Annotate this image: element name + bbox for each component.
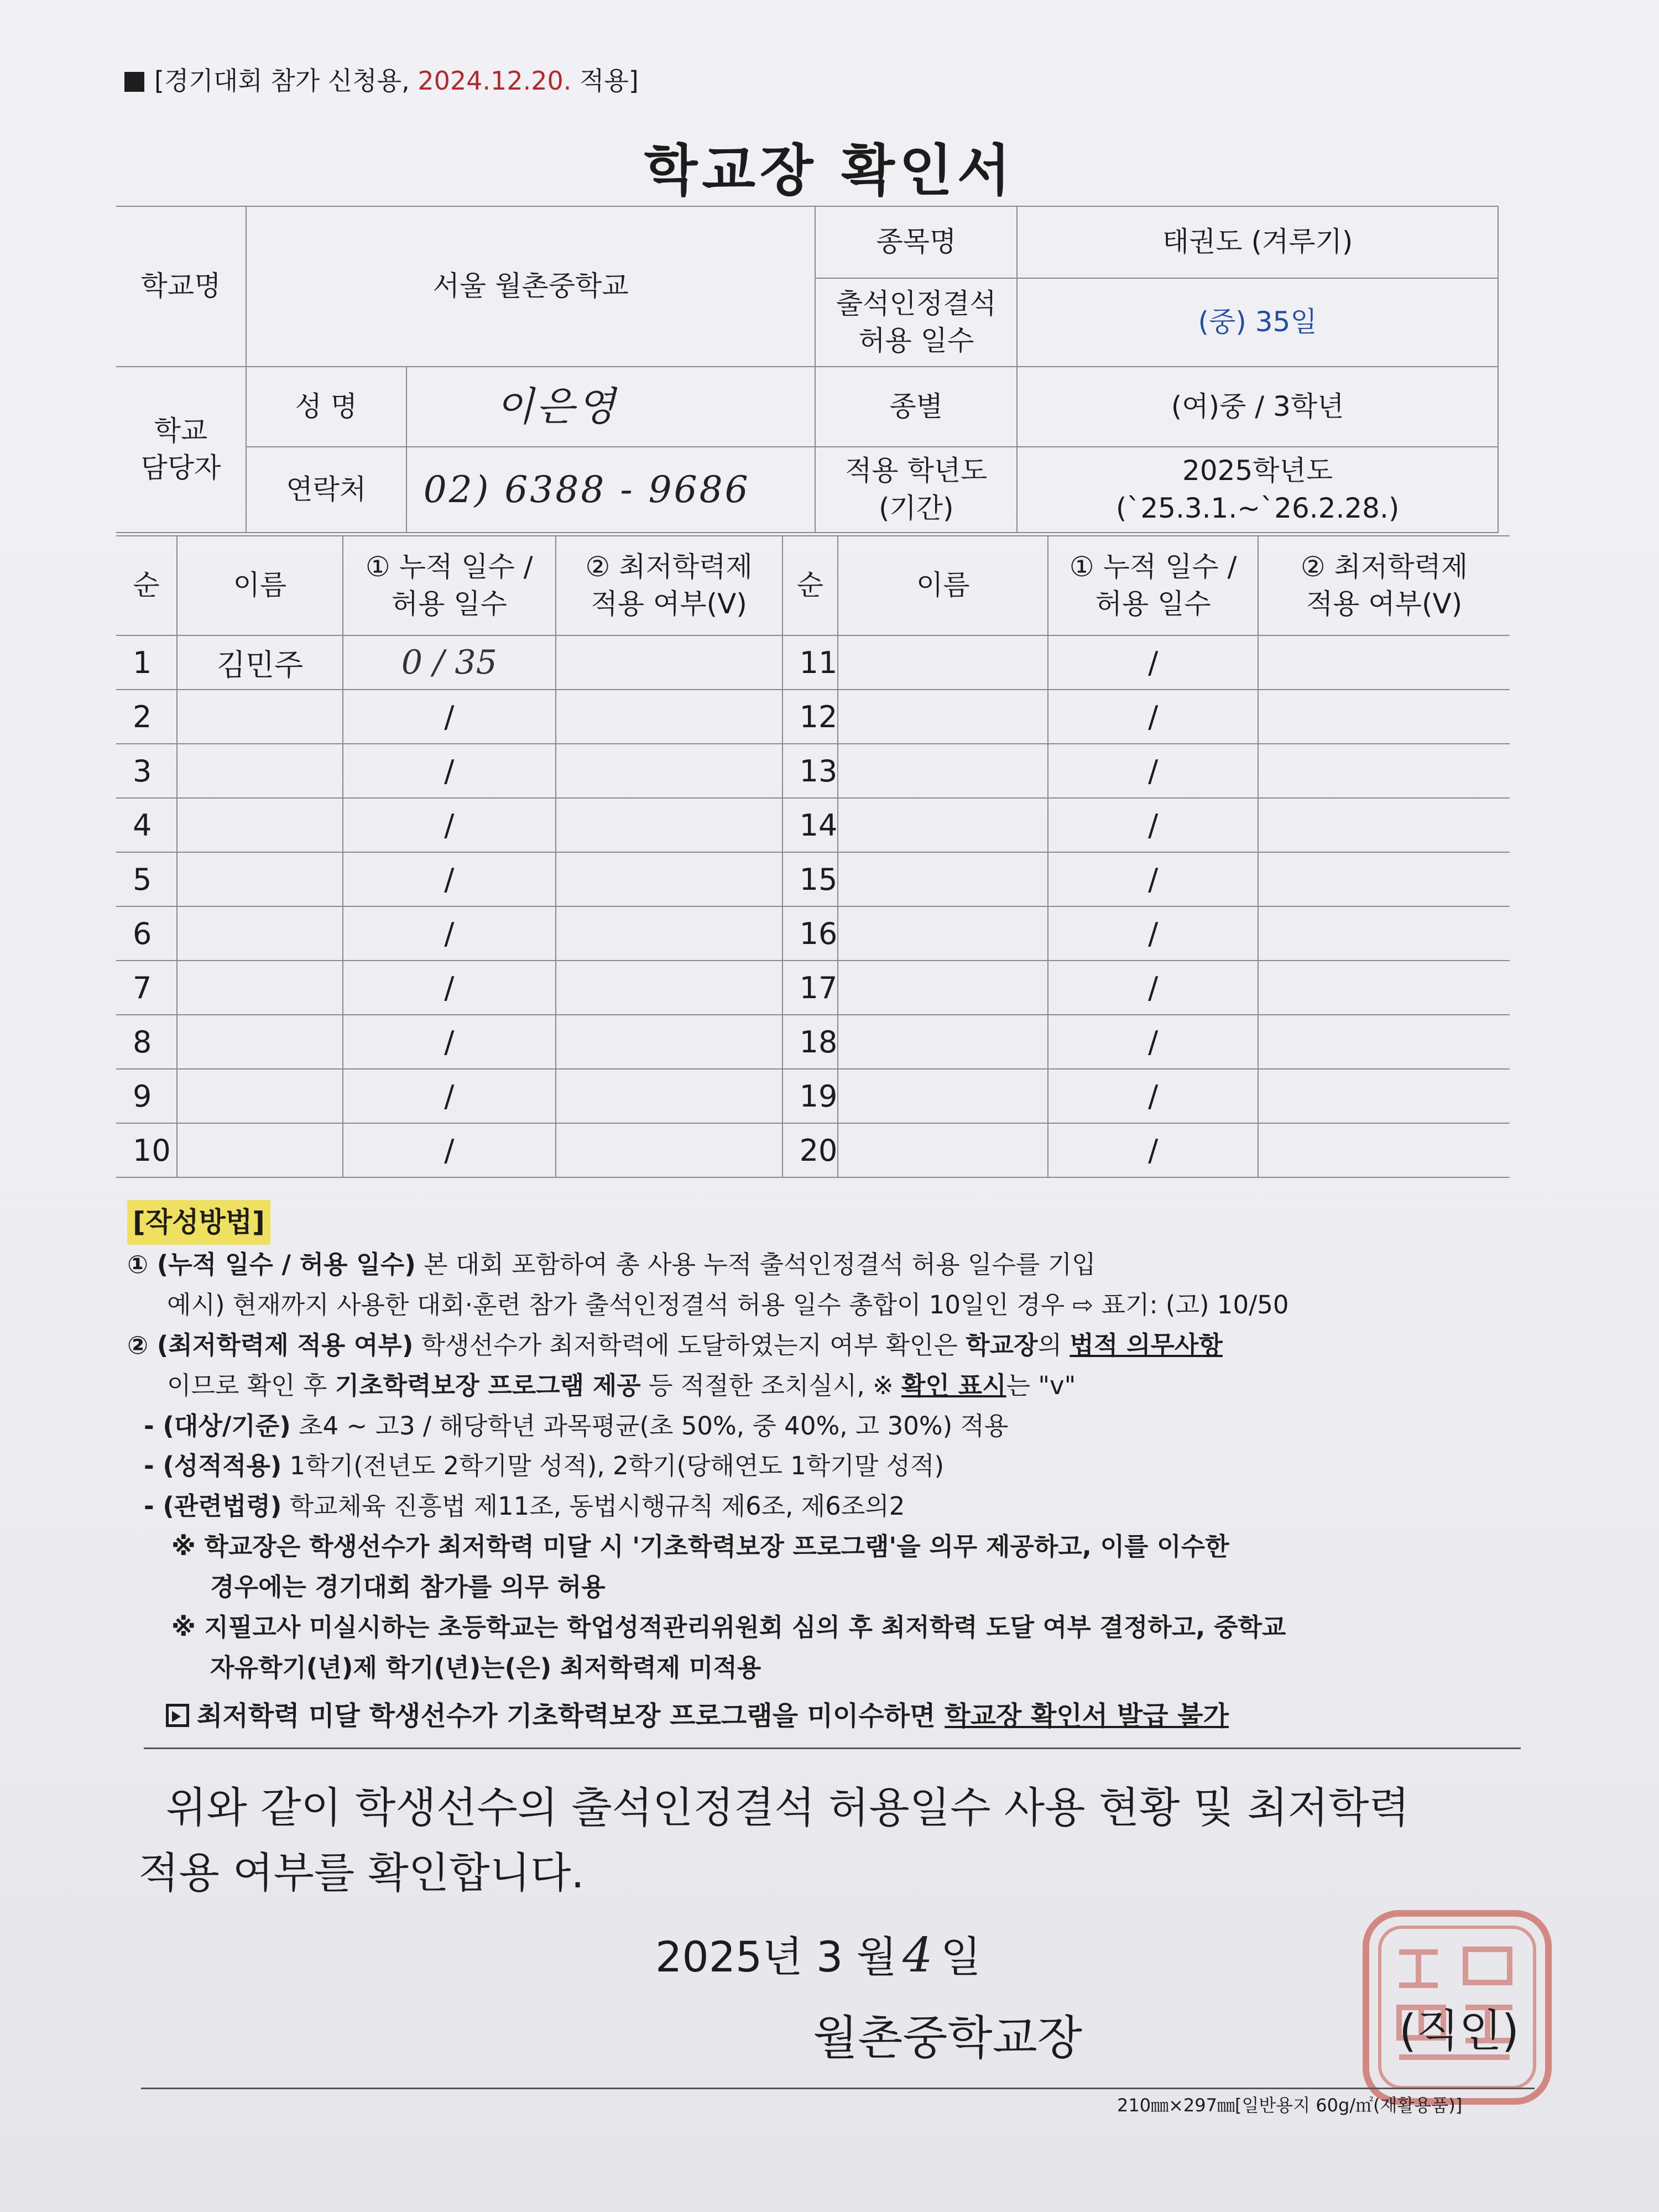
- row-days: /: [1048, 690, 1258, 744]
- instruction-line: ※ 지필고사 미실시하는 초등학교는 학업성적관리위원회 심의 후 최저학력 도달 여부 결정하고, 중학교: [171, 1613, 1286, 1642]
- row-number: 16: [782, 906, 838, 961]
- days-value: (중) 35일: [1017, 278, 1498, 367]
- col-name-right: 이름: [838, 536, 1048, 635]
- row-number: 3: [116, 744, 177, 798]
- bottom-divider: [141, 2088, 1535, 2089]
- table-row: [116, 1069, 1510, 1123]
- row-min-check: [1258, 1069, 1510, 1123]
- row-number: 7: [116, 961, 177, 1015]
- instruction-warning: 최저학력 미달 학생선수가 기초학력보장 프로그램을 미이수하면 학교장 확인서 발급 불가: [127, 1695, 1543, 1738]
- instruction-line: - (관련법령) 학교체육 진흥법 제11조, 동법시행규칙 제6조, 제6조의2: [144, 1491, 905, 1521]
- instruction-line: 이므로 확인 후 기초학력보장 프로그램 제공 등 적절한 조치실시, ※ 확인 표시는 "v": [167, 1370, 1076, 1400]
- row-days: /: [1048, 906, 1258, 961]
- square-bullet-icon: [124, 72, 144, 92]
- year-value: 2025학년도 (`25.3.1.~`26.2.28.): [1017, 447, 1498, 533]
- roster-table: [116, 535, 1510, 1178]
- table-row: [116, 1015, 1510, 1069]
- row-days: /: [1048, 635, 1258, 690]
- col-num-left: 순: [116, 536, 177, 635]
- row-days: /: [343, 690, 556, 744]
- confirm-line: 적용 여부를 확인합니다.: [138, 1848, 585, 1897]
- row-number: 6: [116, 906, 177, 961]
- table-row: [116, 961, 1510, 1015]
- row-number: 20: [782, 1123, 838, 1177]
- row-name: [838, 852, 1048, 906]
- row-name: [177, 852, 343, 906]
- row-days: /: [343, 1069, 556, 1123]
- row-min-check: [556, 906, 782, 961]
- row-number: 13: [782, 744, 838, 798]
- seal-label: (직인): [1399, 2005, 1519, 2057]
- instructions: [127, 1200, 1543, 1738]
- row-number: 18: [782, 1015, 838, 1069]
- row-min-check: [1258, 1123, 1510, 1177]
- row-name: [838, 1123, 1048, 1177]
- instruction-line: ※ 학교장은 학생선수가 최저학력 미달 시 '기초학력보장 프로그램'을 의무 제공하고, 이를 이수한: [171, 1532, 1229, 1562]
- row-name: [177, 744, 343, 798]
- instructions-heading: [작성방법]: [127, 1200, 270, 1245]
- row-min-check: [556, 1123, 782, 1177]
- paper-spec-footer: 210㎜×297㎜[일반용지 60g/㎡(재활용품)]: [1117, 2095, 1463, 2116]
- table-row: [116, 744, 1510, 798]
- row-days: /: [1048, 798, 1258, 852]
- col-num-right: 순: [782, 536, 838, 635]
- row-name: [838, 798, 1048, 852]
- school-value: 서울 월촌중학교: [246, 206, 816, 367]
- event-label: 종목명: [815, 206, 1017, 278]
- category-value: (여)중 / 3학년: [1017, 367, 1498, 447]
- row-number: 8: [116, 1015, 177, 1069]
- days-label: 출석인정결석 허용 일수: [815, 278, 1017, 367]
- name-label: 성 명: [246, 367, 406, 447]
- row-min-check: [1258, 852, 1510, 906]
- header-date: 2024.12.20.: [418, 66, 572, 96]
- table-row: [116, 690, 1510, 744]
- row-name: [838, 635, 1048, 690]
- row-days: /: [1048, 744, 1258, 798]
- row-number: 4: [116, 798, 177, 852]
- row-name: [838, 906, 1048, 961]
- school-label: 학교명: [116, 206, 246, 367]
- row-name: [838, 961, 1048, 1015]
- row-name: 김민주: [177, 635, 343, 690]
- row-name: [177, 961, 343, 1015]
- row-days: /: [1048, 961, 1258, 1015]
- staff-label: 학교 담당자: [116, 367, 246, 533]
- row-days: /: [1048, 852, 1258, 906]
- row-min-check: [556, 961, 782, 1015]
- row-min-check: [1258, 635, 1510, 690]
- row-days: /: [343, 744, 556, 798]
- row-days: /: [343, 961, 556, 1015]
- row-name: [177, 1069, 343, 1123]
- row-name: [177, 798, 343, 852]
- row-days: /: [343, 1015, 556, 1069]
- row-name: [838, 690, 1048, 744]
- principal-title: 월촌중학교장: [813, 2011, 1082, 2065]
- row-days: /: [343, 1123, 556, 1177]
- confirm-statement: [138, 1775, 1521, 1906]
- row-name: [177, 1123, 343, 1177]
- row-number: 10: [116, 1123, 177, 1177]
- row-min-check: [556, 690, 782, 744]
- page-title: 학교장 확인서: [644, 138, 1015, 203]
- row-min-check: [1258, 744, 1510, 798]
- divider: [144, 1747, 1521, 1749]
- row-min-check: [1258, 798, 1510, 852]
- table-row: [116, 798, 1510, 852]
- row-number: 1: [116, 635, 177, 690]
- year-label: 적용 학년도 (기간): [815, 447, 1017, 533]
- form-header: [124, 61, 639, 97]
- row-days: /: [343, 906, 556, 961]
- row-days: /: [1048, 1069, 1258, 1123]
- name-value: 이은영: [406, 367, 816, 447]
- col-days-left: ① 누적 일수 / 허용 일수: [343, 536, 556, 635]
- row-number: 2: [116, 690, 177, 744]
- row-name: [177, 690, 343, 744]
- confirm-line: 위와 같이 학생선수의 출석인정결석 허용일수 사용 현황 및 최저학력: [166, 1783, 1410, 1832]
- row-number: 9: [116, 1069, 177, 1123]
- row-name: [838, 1015, 1048, 1069]
- col-name-left: 이름: [177, 536, 343, 635]
- row-number: 5: [116, 852, 177, 906]
- row-min-check: [556, 744, 782, 798]
- col-days-right: ① 누적 일수 / 허용 일수: [1048, 536, 1258, 635]
- row-min-check: [556, 1015, 782, 1069]
- row-days: /: [343, 852, 556, 906]
- row-name: [838, 744, 1048, 798]
- col-min-left: ② 최저학력제 적용 여부(V): [556, 536, 782, 635]
- table-row: [116, 635, 1510, 690]
- col-min-right: ② 최저학력제 적용 여부(V): [1258, 536, 1510, 635]
- instruction-line: 자유학기(년)제 학기(년)는(은) 최저학력제 미적용: [210, 1652, 761, 1682]
- row-min-check: [556, 852, 782, 906]
- table-row: [116, 906, 1510, 961]
- row-min-check: [1258, 906, 1510, 961]
- header-suffix: 적용]: [571, 66, 639, 96]
- instruction-line: 예시) 현재까지 사용한 대회·훈련 참가 출석인정결석 허용 일수 총합이 10일인 경우 ⇨ 표기: (고) 10/50: [167, 1290, 1289, 1319]
- row-name: [177, 1015, 343, 1069]
- row-days: /: [343, 798, 556, 852]
- row-min-check: [556, 635, 782, 690]
- row-number: 15: [782, 852, 838, 906]
- issue-date: 2025년 3 월 4 일: [655, 1928, 982, 1983]
- row-days: /: [1048, 1123, 1258, 1177]
- row-min-check: [1258, 690, 1510, 744]
- row-name: [838, 1069, 1048, 1123]
- row-min-check: [1258, 1015, 1510, 1069]
- row-number: 14: [782, 798, 838, 852]
- contact-label: 연락처: [246, 447, 406, 533]
- instruction-line: ② (최저학력제 적용 여부) 학생선수가 최저학력에 도달하였는지 여부 확인은 학교장의 법적 의무사항: [127, 1330, 1223, 1360]
- instruction-line: - (성적적용) 1학기(전년도 2학기말 성적), 2학기(당해연도 1학기말 성적): [144, 1451, 945, 1481]
- instruction-line: - (대상/기준) 초4 ~ 고3 / 해당학년 과목평균(초 50%, 중 40%, 고 30%) 적용: [144, 1411, 1009, 1441]
- row-number: 11: [782, 635, 838, 690]
- event-value: 태권도 (겨루기): [1017, 206, 1498, 278]
- row-min-check: [556, 798, 782, 852]
- table-row: [116, 1123, 1510, 1177]
- row-min-check: [1258, 961, 1510, 1015]
- instruction-line: 경우에는 경기대회 참가를 의무 허용: [210, 1572, 606, 1602]
- row-name: [177, 906, 343, 961]
- instruction-line: ① (누적 일수 / 허용 일수) 본 대회 포함하여 총 사용 누적 출석인정결석 허용 일수를 기입: [127, 1250, 1096, 1279]
- row-number: 12: [782, 690, 838, 744]
- contact-value: 02) 6388 - 9686: [406, 447, 816, 533]
- arrow-box-icon: [166, 1704, 189, 1727]
- info-table: [116, 206, 1499, 533]
- header-prefix: [경기대회 참가 신청용,: [154, 66, 418, 96]
- row-min-check: [556, 1069, 782, 1123]
- row-number: 19: [782, 1069, 838, 1123]
- row-days: 0 / 35: [343, 635, 556, 690]
- row-days: /: [1048, 1015, 1258, 1069]
- row-number: 17: [782, 961, 838, 1015]
- table-row: [116, 852, 1510, 906]
- category-label: 종별: [815, 367, 1017, 447]
